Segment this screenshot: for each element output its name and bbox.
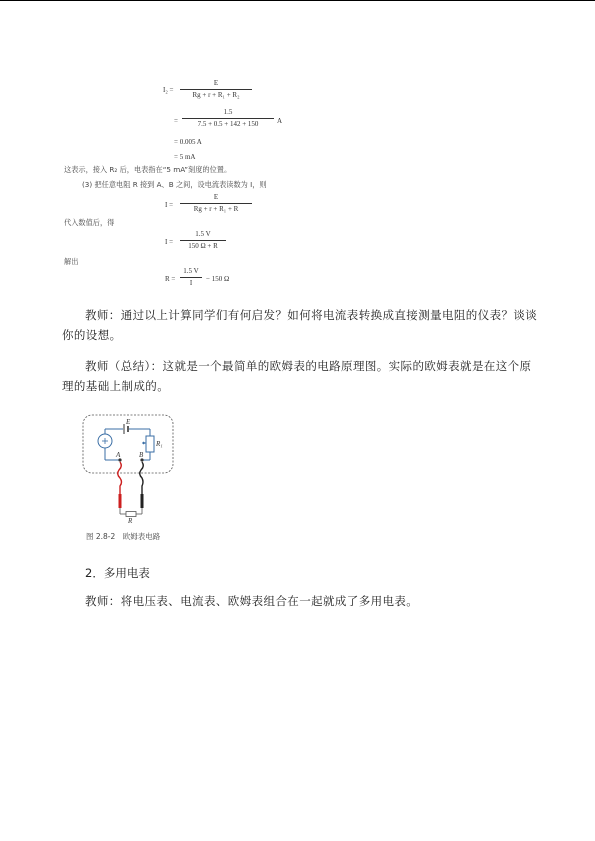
label-b: B <box>139 451 144 459</box>
i-denominator: Rg + r + R₁ + R <box>193 204 239 213</box>
step1-unit: A <box>277 117 283 125</box>
fraction-bar <box>180 89 252 90</box>
step1-fraction <box>182 108 274 129</box>
i2-fraction <box>180 79 252 100</box>
ohmmeter-circuit-figure <box>80 410 180 528</box>
rheostat-icon <box>142 436 154 452</box>
paragraph-question: 教师：通过以上计算同学们有何启发？如何将电流表转换成直接测量电阻的仪表？谈谈你的设想。 <box>62 308 538 342</box>
figure-caption: 图 2.8-2 欧姆表电路 <box>86 532 161 541</box>
label-e: E <box>126 418 131 426</box>
step1-eq: = <box>174 117 178 125</box>
step1-numerator: 1.5 <box>223 108 233 116</box>
i-numerator: E <box>213 193 219 201</box>
fraction-bar <box>182 118 274 119</box>
label-a: A <box>116 451 121 459</box>
r-rest: − 150 Ω <box>206 275 230 283</box>
fraction-bar <box>180 277 202 278</box>
step3: = 5 mA <box>174 153 196 161</box>
i2b-numerator: 1.5 V <box>195 230 211 238</box>
fraction-bar <box>180 203 252 204</box>
note-substitute: 代入数值后，得 <box>64 218 115 227</box>
paragraph-summary: 教师（总结）：这就是一个最简单的欧姆表的电路原理图。实际的欧姆表就是在这个原理的基础上制成的。 <box>62 359 532 393</box>
r-numerator: 1.5 V <box>183 267 199 275</box>
section-heading: 2．多用电表 <box>85 566 150 580</box>
header-rule <box>0 0 595 1</box>
label-r: R <box>128 517 133 525</box>
black-test-lead <box>140 462 144 494</box>
i2-lhs: I₂ = <box>163 86 174 94</box>
paragraph-multimeter: 教师：将电压表、电流表、欧姆表组合在一起就成了多用电表。 <box>85 594 419 608</box>
circuit-diagram <box>80 410 180 528</box>
i2b-lhs: I = <box>165 238 174 246</box>
i2b-denominator: 150 Ω + R <box>188 241 218 250</box>
resistor-r-icon <box>126 512 136 517</box>
i-lhs: I = <box>165 201 174 209</box>
black-probe <box>141 494 144 508</box>
note-r2: 这表示，接入 R₂ 后，电表指在“5 mA”刻度的位置。 <box>64 165 232 174</box>
r-denominator: I <box>189 278 193 287</box>
galvanometer-icon <box>98 434 112 448</box>
i2-numerator: E <box>213 79 219 87</box>
red-test-lead <box>118 462 122 494</box>
note-solve: 解出 <box>64 257 79 266</box>
i2-denominator: Rg + r + R₁ + R₂ <box>192 90 240 99</box>
step1-denominator: 7.5 + 0.5 + 142 + 150 <box>197 119 259 128</box>
note-step3: (3) 把任意电阻 R 接到 A、B 之间，设电流表读数为 I，则 <box>82 180 267 189</box>
red-probe <box>119 494 122 508</box>
step2: = 0.005 A <box>174 138 202 146</box>
fraction-bar <box>180 240 226 241</box>
r-lhs: R = <box>165 275 176 283</box>
label-r1: R₁ <box>156 440 163 448</box>
i-fraction <box>180 193 252 214</box>
r-fraction <box>180 267 202 288</box>
i2b-fraction <box>180 230 226 251</box>
